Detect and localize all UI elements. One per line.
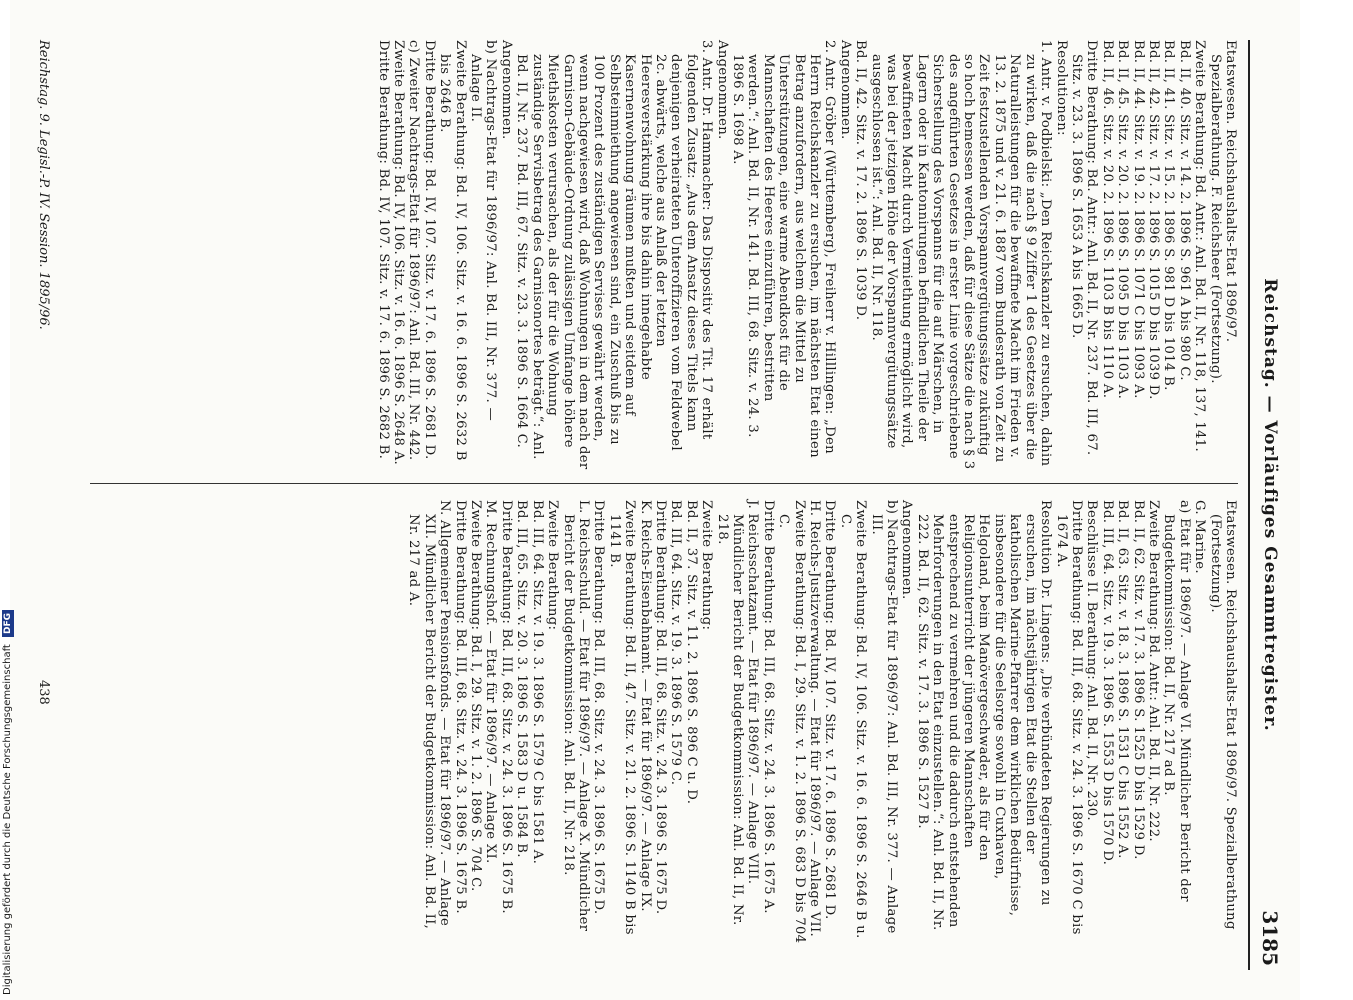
column-divider (90, 483, 1238, 484)
entry-line: Etatswesen. Reichshaushalts-Etat 1896/97. Spezialberathung. F. Reichsheer (Fortsetzung). (1207, 40, 1238, 384)
entry-line: Zweite Berathung: (545, 500, 561, 631)
entry-line: Dritte Berathung: Bd. III, 68. Sitz. v. 24. 3. 1896 S. 1675 B. (452, 500, 468, 914)
entry-line: Dritte Berathung: Bd. III, 68. Sitz. v. 24. 3. 1896 S. 1670 C bis 1674 A. (1053, 500, 1084, 935)
entry-line: Dritte Berathung: Bd. IV, 107. Sitz. v. 17. 6. 1896 S. 2681 D. (822, 500, 838, 920)
entry-line: Angenommen. (837, 40, 853, 140)
entry-line: Bd. II, 46. Sitz. v. 20. 2. 1896 S. 1103 B bis 1110 A. (1099, 40, 1115, 399)
entry-line: a) Etat für 1896/97. — Anlage VI. Mündlicher Bericht der Budgetkommission: Bd. II, Nr. 217 ad B. (1161, 500, 1192, 902)
entry-line: Zweite Berathung: Bd. II, 47. Sitz. v. 21. 2. 1896 S. 1140 B bis 1141 B. (606, 500, 638, 935)
entry-line: Zweite Berathung: (699, 500, 715, 631)
entry-line: Angenommen. (899, 500, 915, 600)
entry-line: G. Marine. (1192, 500, 1208, 574)
footer-session: Reichstag. 9. Legisl.-P. IV. Session. 1895/96. (36, 40, 51, 330)
entry-line: Resolution Dr. Lingens: „Die verbündeten Regierungen zu ersuchen, im nächstjährigen Etat die Stellen der katholischen Marine-Pfarrer dem wirklichen Bedürfnisse, insbesondere für die Seelsorge sowohl in Cuxhaven, Helgoland, beim Manövergeschwader, als für den Religionsunterricht der jüngeren Mannschaften entsprechend zu vermehren und die dadurch entstehenden Mehrforderungen in den Etat einzustellen.“: Anl. Bd. II, Nr. 222. Bd. II, 62. Sitz. v. 17. 3. 1896 S. 1527 B. (914, 500, 1054, 931)
left-column (80, 40, 1238, 470)
entry-line: Angenommen. (714, 40, 730, 140)
entry-line: Dritte Berathung: Bd. III, 68. Sitz. v. 24. 3. 1896 S. 1675 B. (498, 500, 514, 914)
entry-line: Dritte Berathung: Bd. III, 68. Sitz. v. 24. 3. 1896 S. 1675 D. (652, 500, 668, 915)
entry-line: Bd. III, 64. Sitz. v. 19. 3. 1896 S. 1579 C bis 1581 A. (529, 500, 545, 865)
entry-line: Zweite Berathung: Bd. IV, 106. Sitz. v. 16. 6. 1896 S. 2632 B bis 2646 B. (437, 40, 468, 461)
entry-line: Dritte Berathung: Bd. IV, 107. Sitz. v. 17. 6. 1896 S. 2682 B. (375, 40, 391, 460)
entry-line: Resolutionen: (1053, 40, 1069, 136)
digitization-strip (2, 0, 16, 1000)
entry-line: Dritte Berathung: Bd. IV, 107. Sitz. v. 17. 6. 1896 S. 2681 D. (421, 40, 437, 460)
entry-line: b) Nachtrags-Etat für 1896/97: Anl. Bd. III, Nr. 377. — Anlage III. (868, 500, 900, 934)
entry-line: Bd. II, 41. Sitz. v. 15. 2. 1896 S. 981 D bis 1014 B. (1161, 40, 1177, 391)
entry-line: Bd. II, 42. Sitz. v. 17. 2. 1896 S. 1039 D. (853, 40, 869, 321)
entry-line: M. Rechnungshof. — Etat für 1896/97. — Anlage XI. (483, 500, 499, 864)
entry-line: Dritte Berathung: Bd. III, 68. Sitz. v. 24. 3. 1896 S. 1675 D. (591, 500, 607, 915)
entry-line: c) Zweiter Nachtrags-Etat für 1896/97: Anl. Bd. III, Nr. 442. (406, 40, 422, 461)
entry-line: Bd. III, 65. Sitz. v. 20. 3. 1896 S. 1583 D u. 1584 B. (514, 500, 530, 858)
entry-line: Zweite Berathung: Bd. IV, 106. Sitz. v. 16. 6. 1896 S. 2648 A. (391, 40, 407, 466)
entry-line: Zweite Berathung: Bd. IV, 106. Sitz. v. 16. 6. 1896 S. 2646 B u. C. (837, 500, 869, 939)
entry-line: Bd. II, 62. Sitz. v. 17. 3. 1896 S. 1525 D bis 1529 D. (1130, 500, 1146, 860)
dfg-logo: DFG (2, 610, 14, 637)
entry-line: Bd. II, 44. Sitz. v. 19. 2. 1896 S. 1071 C bis 1093 A. (1130, 40, 1146, 399)
entry-line: L. Reichsschuld. — Etat für 1896/97. — Anlage X. Mündlicher Bericht der Budgetkommission: Anl. Bd. II, Nr. 218. (560, 500, 591, 932)
digitization-note: Digitalisierung gefördert durch die Deutsche Forschungsgemeinschaft (2, 644, 13, 995)
entry-line: Etatswesen. Reichshaushalts-Etat 1896/97. Spezialberathung (Fortsetzung). (1207, 500, 1238, 930)
entry-line: K. Reichs-Eisenbahnamt. — Etat für 1896/97. — Anlage IX. (637, 500, 653, 912)
scanned-page (10, 0, 1300, 1000)
entry-line: Angenommen. (498, 40, 514, 140)
right-column (80, 500, 1238, 945)
entry-line: Beschlüsse II. Berathung: Anl. Bd. II, Nr. 230. (1084, 500, 1100, 821)
footer-page-number: 438 (36, 680, 51, 705)
entry-line: Bd. II, 40. Sitz. v. 14. 2. 1896 S. 961 A bis 980 C. (1176, 40, 1192, 381)
entry-line: Zweite Berathung: Bd. I, 29. Sitz. v. 1. 2. 1896 S. 704 C. (468, 500, 484, 892)
entry-line: Dritte Berathung: Bd. Antr.: Anl. Bd. II, Nr. 237. Bd. III, 67. Sitz. v. 23. 3. 1896 S. 1653 A bis 1665 D. (1068, 40, 1100, 456)
entry-line: Bd. II, 37. Sitz. v. 11. 2. 1896 S. 896 C u. D. (683, 500, 699, 805)
page-number: 3185 (1258, 910, 1282, 966)
page-header (1248, 40, 1286, 970)
entry-line: 2. Antr. Gröber (Württemberg), Freiherr v. Hilllingen: „Den Herrn Reichskanzler zu ersuchen, im nächsten Etat einen Betrag anzufordern, aus welchem die Mittel zu Unterstützungen, eine warme Abendkost für die Mannschaften des Heeres einzuführen, bestritten werden.“: Anl. Bd. II, Nr. 141. Bd. III, 68. Sitz. v. 24. 3. 1896 S. 1698 A. (730, 40, 838, 458)
header-title: Reichstag. — Vorläufiges Gesammtregister. (1260, 278, 1280, 732)
entry-line: b) Nachtrags-Etat für 1896/97: Anl. Bd. III, Nr. 377. — Anlage II. (468, 40, 499, 421)
entry-line: J. Reichsschatzamt. — Etat für 1896/97. — Anlage VIII. Mündlicher Bericht der Budgetkommission: Anl. Bd. II, Nr. 218. (714, 500, 761, 926)
entry-line: 1. Antr. v. Podbielski: „Den Reichskanzler zu ersuchen, dahin zu wirken, daß die nach § 9 Ziffer 1 des Gesetzes über die Naturalleistungen für die bewaffnete Macht im Frieden v. 13. 2. 1875 und v. 21. 6. 1887 vom Bundesrath von Zeit zu Zeit festzustellenden Vorspannvergütungssätze zukünftig so hoch bemessen werden, daß für diese Sätze die nach § 3 des angeführten Gesetzes in erster Linie vorgeschriebene Sicherstellung des Vorspanns für die auf Märschen, in Lagern oder in Kantonnirungen befindlichen Theile der bewaffneten Macht durch Vermiethung ermöglicht wird, was bei der jetzigen Höhe der Vorspannvergütungssätze ausgeschlossen ist.“: Anl. Bd. II, Nr. 118. (868, 40, 1054, 470)
entry-line: Bd. II, 63. Sitz. v. 18. 3. 1896 S. 1531 C bis 1552 A. (1115, 500, 1131, 859)
entry-line: Bd. III, 64. Sitz. v. 19. 3. 1896 S. 1553 D bis 1570 D. (1099, 500, 1115, 866)
entry-line: N. Allgemeiner Pensionsfonds. — Etat für 1896/97. — Anlage XII. Mündlicher Bericht der Budgetkommission: Anl. Bd. II, Nr. 217 ad A. (406, 500, 453, 930)
entry-line: Dritte Berathung: Bd. III, 68. Sitz. v. 24. 3. 1896 S. 1675 A. (760, 500, 776, 914)
entry-line: Bd. II, 45. Sitz. v. 20. 2. 1896 S. 1095 D bis 1103 A. (1115, 40, 1131, 400)
entry-line: Zweite Berathung: Bd. I, 29. Sitz. v. 1. 2. 1896 S. 683 D bis 704 C. (776, 500, 807, 944)
entry-line: Bd. II, 42. Sitz. v. 17. 2. 1896 S. 1015 D bis 1039 D. (1145, 40, 1161, 400)
entry-line: 3. Antr. Dr. Hammacher: Das Dispositiv des Tit. 17 erhält folgenden Zusatz: „Aus dem Ansatz dieses Titels kann denjenigen verheirateten Unteroffizieren vom Feldwebel 2c. abwärts, welche aus Anlaß der letzten Heeresverstärkung ihre bis dahin innegehabte Kasernenwohnung räumen mußten und seitdem auf Selbsteinmiethung angewiesen sind, ein Zuschuß bis zu 100 Prozent des zuständigen Servises gewährt werden, wenn nachgewiesen wird, daß Wohnungen in dem nach der Garnison-Gebäude-Ordnung zulässigen Umfange höhere Miethskosten verursachen, als der für die Wohnung zuständige Servisbetrag des Garnisonortes beträgt.“: Anl. Bd. II, Nr. 237. Bd. III, 67. Sitz. v. 23. 3. 1896 S. 1664 C. (514, 40, 715, 470)
entry-line: Bd. III, 64. Sitz. v. 19. 3. 1896 S. 1579 C. (668, 500, 684, 786)
entry-line: H. Reichs-Justizverwaltung. — Etat für 1896/97. — Anlage VII. (807, 500, 823, 938)
entry-line: Zweite Berathung: Bd. Antr.: Anl. Bd. II, Nr. 118, 137, 141. (1192, 40, 1208, 452)
entry-line: Zweite Berathung: Bd. Antr.: Anl. Bd. II, Nr. 222. (1145, 500, 1161, 842)
